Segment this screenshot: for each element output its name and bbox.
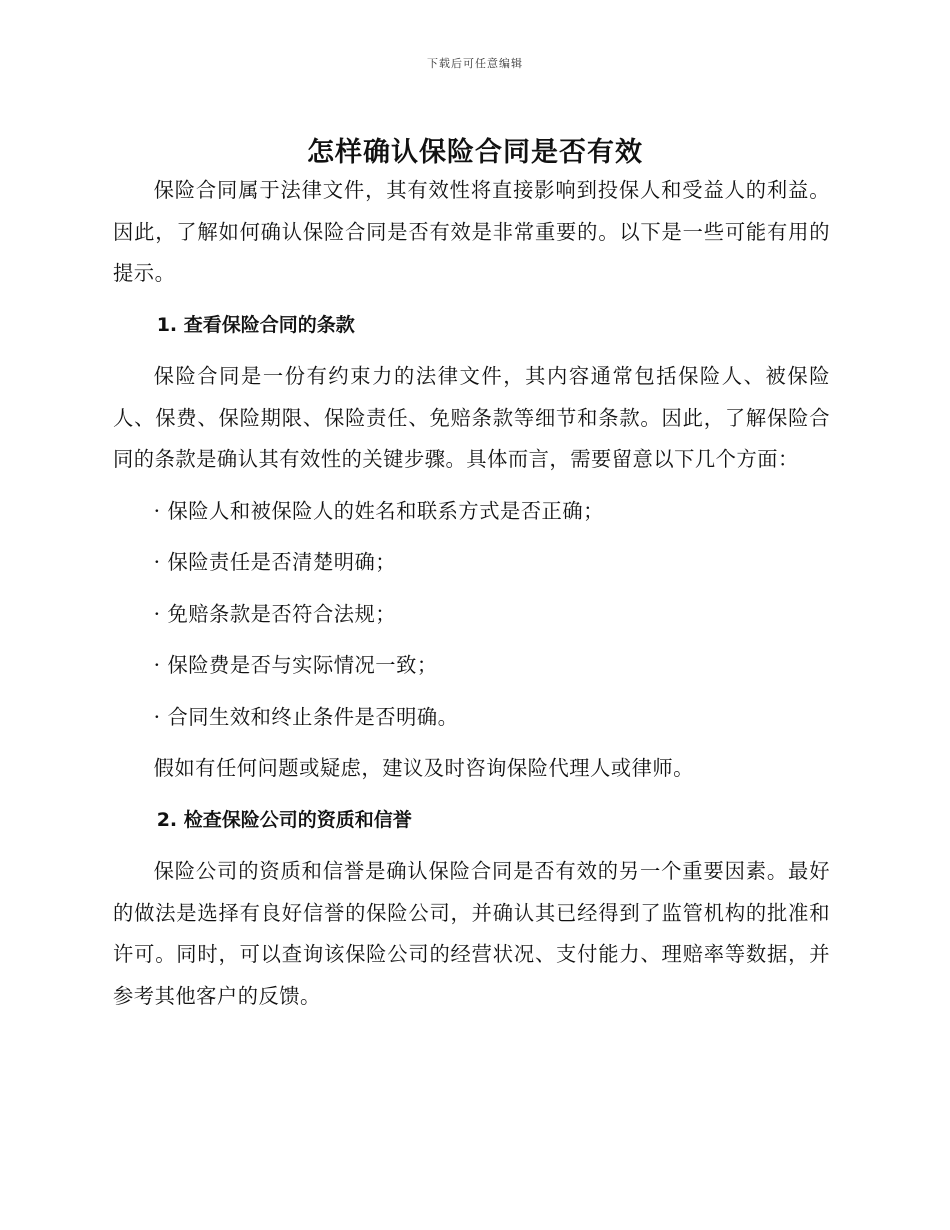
section-2-paragraph: 保险公司的资质和信誉是确认保险合同是否有效的另一个重要因素。最好的做法是选择有良好信誉的保险公司，并确认其已经得到了监管机构的批准和许可。同时，可以查询该保险公司的经营状况、支付能力、理赔率等数据，并参考其他客户的反馈。 — [113, 859, 830, 1008]
bullet-item: · 免赔条款是否符合法规； — [153, 601, 397, 626]
bullet-item: · 合同生效和终止条件是否明确。 — [153, 704, 459, 729]
bullet-item: · 保险人和被保险人的姓名和联系方式是否正确； — [153, 498, 604, 523]
header-note: 下载后可任意编辑 — [427, 57, 523, 70]
section-1-closing: 假如有任何问题或疑虑，建议及时咨询保险代理人或律师。 — [153, 756, 694, 780]
section-1-paragraph: 保险合同是一份有约束力的法律文件，其内容通常包括保险人、被保险人、保费、保险期限、保险责任、免赔条款等细节和条款。因此，了解保险合同的条款是确认其有效性的关键步骤。具体而言，需要留意以下几个方面： — [113, 364, 830, 471]
section-1-heading: 1. 查看保险合同的条款 — [156, 313, 355, 336]
bullet-item: · 保险责任是否清楚明确； — [153, 550, 397, 574]
intro-paragraph: 保险合同属于法律文件，其有效性将直接影响到投保人和受益人的利益。因此，了解如何确认保险合同是否有效是非常重要的。以下是一些可能有用的提示。 — [113, 178, 830, 285]
bullet-item: · 保险费是否与实际情况一致； — [153, 653, 438, 677]
document-title: 怎样确认保险合同是否有效 — [307, 137, 643, 168]
document-body — [113, 170, 830, 1017]
section-2-heading: 2. 检查保险公司的资质和信誉 — [156, 808, 412, 831]
